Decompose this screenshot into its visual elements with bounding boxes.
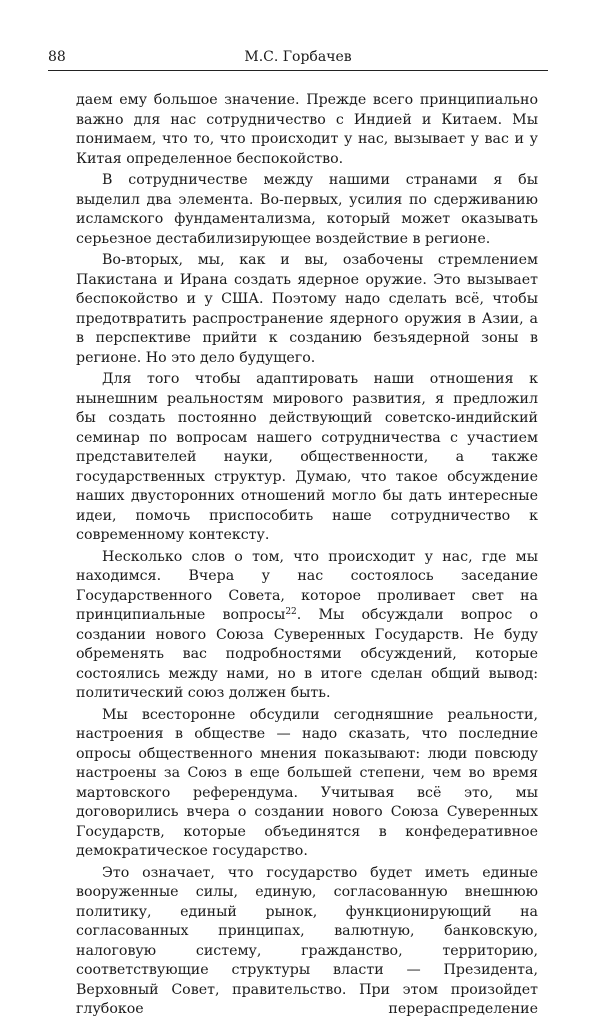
footnote-reference: 22 <box>285 607 297 617</box>
paragraph: даем ему большое значение. Прежде всего принципиально важно для нас сотрудничество с Индией и Китаем. Мы понимаем, что то, что происходит у нас, вызывает у вас и у Китая определенное беспокойство. <box>76 92 538 167</box>
paragraph: Во-вторых, мы, как и вы, озабочены стремлением Пакистана и Ирана создать ядерное оружие. Это вызывает беспокойство и у США. Поэтому надо сделать всё, чтобы предотвратить распространение ядерного оружия в Азии, а в перспективе прийти к созданию безъядерной зоны в регионе. Но это дело будущего. <box>76 252 538 366</box>
paragraph: Для того чтобы адаптировать наши отношения к нынешним реальностям мирового развития, я предложил бы создать постоянно действующий советско-индийский семинар по вопросам нашего сотрудничества с участием представителей науки, общественности, а также государственных структур. Думаю, что такое обсуждение наших двусторонних отношений могло бы дать интересные идеи, помочь приспособить наше сотрудничество к современному контексту. <box>76 371 538 543</box>
paragraph-text: . Мы обсуждали вопрос о создании нового Союза Суверенных Государств. Не буду обременять вас подробностями обсуждений, которые состоялись между нами, но в итоге сделан общий вывод: политический союз должен быть. <box>76 607 538 701</box>
body-text <box>76 91 538 1020</box>
page-number: 88 <box>48 49 66 65</box>
paragraph: В сотрудничестве между нашими странами я бы выделил два элемента. Во-первых, усилия по сдерживанию исламского фундаментализма, который может оказывать серьезное дестабилизирующее воздействие в регионе. <box>76 172 538 247</box>
running-title: М.С. Горбачев <box>244 49 352 65</box>
paragraph-text: Несколько слов о том, что происходит у нас, где мы находимся. Вчера у нас состоялось заседание Государственного Совета, которое проливает свет на принципиальные вопросы <box>76 548 538 623</box>
running-head <box>48 48 548 71</box>
paragraph: Мы всесторонне обсудили сегодняшние реальности, настроения в обществе — надо сказать, что последние опросы общественного мнения показывают: люди повсюду настроены за Союз в еще большей степени, чем во время мартовского референдума. Учитывая всё это, мы договорились вчера о создании нового Союза Суверенных Государств, которые объединятся в конфедеративное демократическое государство. <box>76 706 538 859</box>
paragraph: Это означает, что государство будет иметь единые вооруженные силы, единую, согласованную внешнюю политику, единый рынок, функционирующий на согласованных принципах, валютную, банковскую, налоговую систему, гражданство, территорию, соответствующие структуры власти — Президента, Верховный Совет, правительство. При этом произойдет глубокое перераспределение <box>76 864 538 1017</box>
paragraph <box>76 548 538 704</box>
